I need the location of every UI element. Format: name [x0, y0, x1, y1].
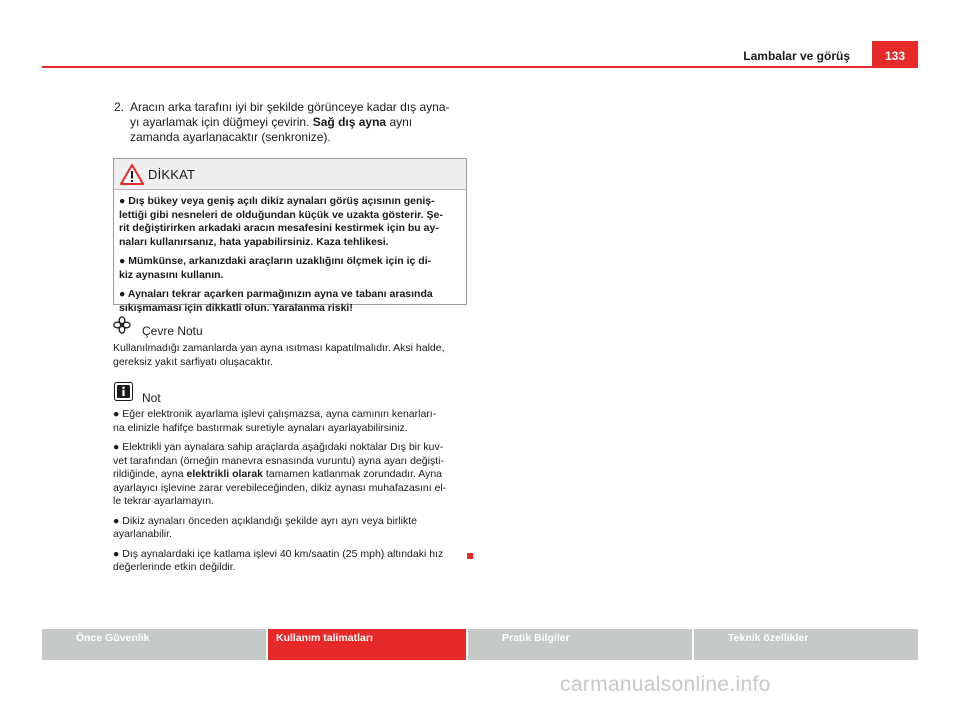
warning-item-3: ● Aynaları tekrar açarken parmağınızın ayna ve tabanı arasında sıkışmaması için dikkatli olun. Yaralanma riski! [119, 288, 433, 314]
step-number: 2. [114, 100, 125, 114]
end-marker [467, 553, 473, 559]
environment-paragraph: Kullanılmadığı zamanlarda yan ayna ısıtması kapatılmalıdır. Aksi halde, gereksiz yakıt sarfiyatı oluşacaktır. [113, 342, 445, 368]
step-line-2-end: aynı [386, 115, 413, 129]
warning-header [114, 159, 466, 190]
environment-title: Çevre Notu [142, 324, 203, 338]
instruction-step [114, 100, 474, 145]
footer-tab-technical[interactable]: Teknik özellikler [694, 629, 918, 660]
note-electric-bold: elektrikli olarak [186, 468, 264, 480]
step-line-3: zamanda ayarlanacaktır (senkronize). [130, 130, 331, 144]
note-body [113, 408, 473, 581]
footer-tab-safety[interactable]: Önce Güvenlik [42, 629, 266, 660]
warning-body [114, 190, 466, 315]
footer-tab-operation[interactable]: Kullanım talimatları [268, 629, 466, 660]
step-text [130, 100, 474, 145]
warning-triangle-icon [120, 163, 144, 185]
warning-box [113, 158, 467, 314]
footer-tabs [42, 629, 918, 660]
note-item-3: ● Dikiz aynaları önceden açıklandığı şekilde ayrı ayrı veya birlikte ayarlanabilir. [113, 514, 417, 540]
footer-tab-practical[interactable]: Pratik Bilgiler [468, 629, 692, 660]
warning-item-1: ● Dış bükey veya geniş açılı dikiz aynaları görüş açısının geniş- lettiği gibi nesneleri de olduğundan küçük ve uzakta gösterir. Şe- rit değiştirirken arkadaki aracın mesafesini kestirmek için bu ay- naları kullanırsanız, hata yapabilirsiniz. Kaza tehlikesi. [119, 195, 443, 248]
info-icon [114, 382, 133, 401]
step-line-1: Aracın arka tarafını iyi bir şekilde görünceye kadar dış ayna- [130, 100, 450, 114]
watermark: carmanualsonline.info [560, 673, 771, 696]
note-title: Not [142, 391, 161, 405]
environment-text [113, 342, 473, 375]
warning-item-2: ● Mümkünse, arkanızdaki araçların uzaklığını ölçmek için iç di- kiz aynasını kullanın. [119, 255, 432, 281]
header-rule [42, 66, 918, 68]
note-item-electric [113, 441, 473, 509]
note-electric-before: ● Elektrikli yan aynalara sahip araçlarda aşağıdaki noktalar Dış bir kuv- vet tarafından (örneğin manevra esnasında vuruntu) ayna ayarı değişti- rildiğinde, ayna [113, 441, 444, 480]
step-bold-phrase: Sağ dış ayna [312, 115, 387, 129]
note-item-2: ● Dış aynalardaki içe katlama işlevi 40 km/saatin (25 mph) altındaki hız değerlerinde etkin değildir. [113, 547, 444, 573]
note-electric-after: tamamen katlanmak zorundadır. Ayna ayarlayıcı işlevine zarar verebileceğinden, dikiz aynası muhafazasını el- le tekrar ayarlamayın. [113, 468, 447, 507]
page-number: 133 [872, 41, 918, 67]
warning-title: DİKKAT [148, 167, 196, 182]
step-line-2: yı ayarlamak için düğmeyi çevirin. [130, 115, 313, 129]
header-title: Lambalar ve görüş [743, 49, 850, 63]
flower-icon [113, 316, 131, 334]
note-item-1: ● Eğer elektronik ayarlama işlevi çalışmazsa, ayna camının kenarları- na elinizle hafifçe bastırmak suretiyle aynaları ayarlayabilirsiniz. [113, 408, 437, 434]
